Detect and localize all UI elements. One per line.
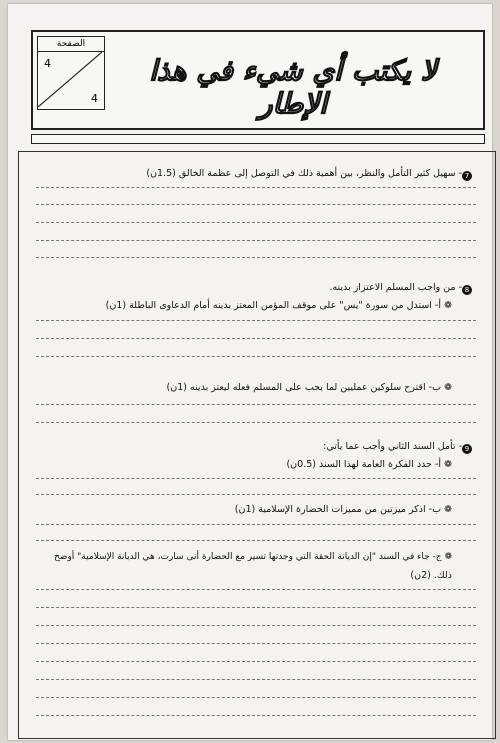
answer-line bbox=[36, 187, 476, 188]
page-label: الصفحة bbox=[38, 37, 104, 52]
answer-line bbox=[36, 589, 476, 590]
no-write-warning: لا يكتب أي شيء في هذا الإطار bbox=[149, 54, 437, 120]
header-frame bbox=[31, 30, 485, 130]
q9-part-c-line1: ❁ ج- جاء في السند "إن الديانة الحقة التي وجدتها تسير مع الحضارة أنى سارت، هي الديانة الإسلامية" أوضح bbox=[54, 552, 452, 562]
answer-line bbox=[36, 338, 476, 339]
q8-intro: - من واجب المسلم الاعتزاز بدينه. bbox=[329, 282, 462, 293]
answer-line bbox=[36, 625, 476, 626]
answer-line bbox=[36, 222, 476, 223]
exam-sheet bbox=[8, 4, 492, 740]
answer-line bbox=[36, 643, 476, 644]
answer-line bbox=[36, 494, 476, 495]
answer-line bbox=[36, 320, 476, 321]
answer-line bbox=[36, 240, 476, 241]
q9-intro: - تأمل السند الثاني وأجب عما يأتي: bbox=[323, 441, 462, 452]
q7-text: - سهيل كثير التأمل والنظر، بين أهمية ذلك في التوصل إلى عظمة الخالق (1.5ن) bbox=[146, 168, 462, 179]
page-number-box bbox=[37, 36, 105, 110]
answer-line bbox=[36, 257, 476, 258]
answer-line bbox=[36, 524, 476, 525]
question-number-7: 7 bbox=[462, 171, 472, 181]
answer-line bbox=[36, 404, 476, 405]
answer-line bbox=[36, 422, 476, 423]
answer-line bbox=[36, 679, 476, 680]
question-number-9: 9 bbox=[462, 444, 472, 454]
answer-line bbox=[36, 204, 476, 205]
q8-part-a: ❁ أ- استدل من سورة "يس" على موقف المؤمن المعتز بدينه أمام الدعاوى الباطلة (1ن) bbox=[105, 300, 452, 311]
q9-part-c-line2: ذلك. (2ن) bbox=[410, 570, 452, 581]
answer-line bbox=[36, 697, 476, 698]
page-number-bottom: 4 bbox=[91, 92, 98, 105]
separator-bar bbox=[31, 134, 485, 144]
answer-line bbox=[36, 661, 476, 662]
q8-part-b: ❁ ب- اقترح سلوكين عمليين لما يجب على المسلم فعله ليعتز بدينه (1ن) bbox=[166, 382, 452, 393]
answer-line bbox=[36, 607, 476, 608]
answer-line bbox=[36, 715, 476, 716]
q9-part-b: ❁ ب- اذكر ميزتين من مميزات الحضارة الإسلامية (1ن) bbox=[234, 504, 452, 515]
answer-line bbox=[36, 540, 476, 541]
page-number-top: 4 bbox=[44, 57, 51, 70]
answer-line bbox=[36, 478, 476, 479]
answer-line bbox=[36, 356, 476, 357]
q9-part-a: ❁ أ- حدد الفكرة العامة لهذا السند (0.5ن) bbox=[286, 459, 452, 470]
question-number-8: 8 bbox=[462, 285, 472, 295]
